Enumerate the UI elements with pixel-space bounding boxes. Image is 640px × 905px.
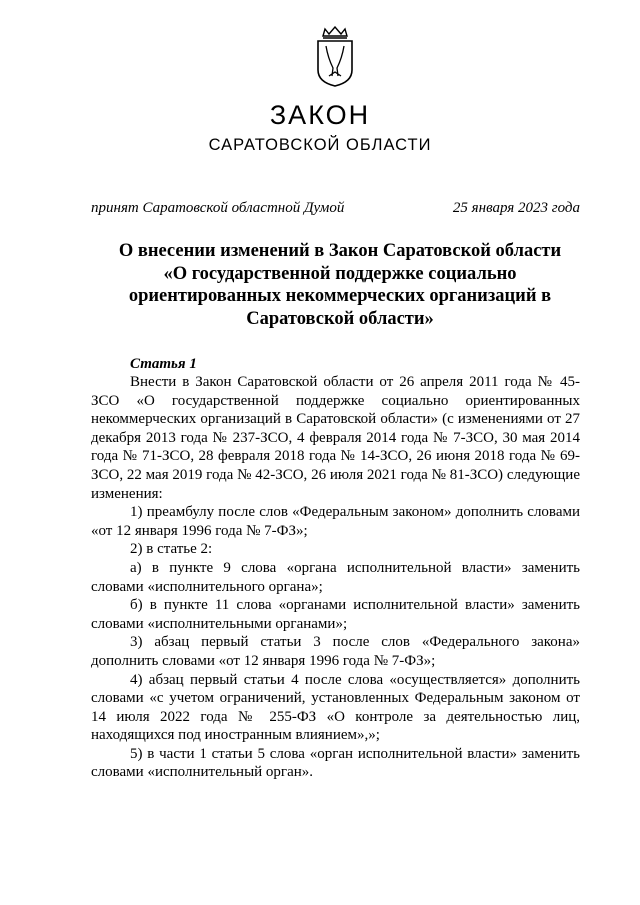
article-paragraph: Внести в Закон Саратовской области от 26 апреля 2011 года № 45-ЗСО «О государственной поддержке социально ориентированных некоммерческих организаций в Саратовской области» (с изменениями от 27 декабря 2013 года № 237-ЗСО, 4 февраля 2014 года № 7-ЗСО, 30 мая 2014 года № 71-ЗСО, 28 февраля 2018 года № 14-ЗСО, 26 июня 2018 года № 69-ЗСО, 22 мая 2019 года № 42-ЗСО, 26 июля 2021 года № 81-ЗСО) следующие изменения: bbox=[91, 374, 580, 502]
heading-line: О внесении изменений в Закон Саратовской области bbox=[118, 241, 562, 261]
article-title: Статья 1 bbox=[130, 356, 197, 372]
saratov-coat-of-arms-icon bbox=[314, 26, 356, 88]
law-heading bbox=[95, 240, 585, 330]
law-subtitle: САРАТОВСКОЙ ОБЛАСТИ bbox=[208, 136, 432, 154]
article-paragraph: а) в пункте 9 слова «органа исполнительной власти» заменить словами «исполнительного органа»; bbox=[91, 559, 580, 595]
heading-line: «О государственной поддержке социально bbox=[163, 263, 517, 284]
article-paragraph: 5) в части 1 статьи 5 слова «орган исполнительной власти» заменить словами «исполнительный орган». bbox=[91, 745, 580, 781]
article-paragraph: 4) абзац первый статьи 4 после слова «осуществляется» дополнить словами «с учетом ограничений, установленных Федеральным законом от 14 июля 2022 года № 255-ФЗ «О контроле за деятельностью лиц, находящихся под иностранным влиянием»,»; bbox=[91, 671, 580, 744]
adoption-date: 25 января 2023 года bbox=[452, 200, 580, 216]
article-body bbox=[91, 373, 580, 782]
article-paragraph: 2) в статье 2: bbox=[130, 541, 213, 558]
adopted-by: принят Саратовской областной Думой bbox=[91, 200, 345, 216]
law-title: ЗАКОН bbox=[269, 100, 371, 130]
article-paragraph: 3) абзац первый статьи 3 после слов «Федерального закона» дополнить словами «от 12 января 1996 года № 7-ФЗ»; bbox=[91, 634, 580, 669]
article-paragraph: б) в пункте 11 слова «органами исполнительной власти» заменить словами «исполнительными органами»; bbox=[91, 597, 580, 632]
heading-line: Саратовской области» bbox=[246, 308, 434, 329]
heading-line: ориентированных некоммерческих организаций в bbox=[128, 286, 552, 306]
article-paragraph: 1) преамбулу после слов «Федеральным законом» дополнить словами «от 12 января 1996 года № 7-ФЗ»; bbox=[91, 504, 580, 539]
